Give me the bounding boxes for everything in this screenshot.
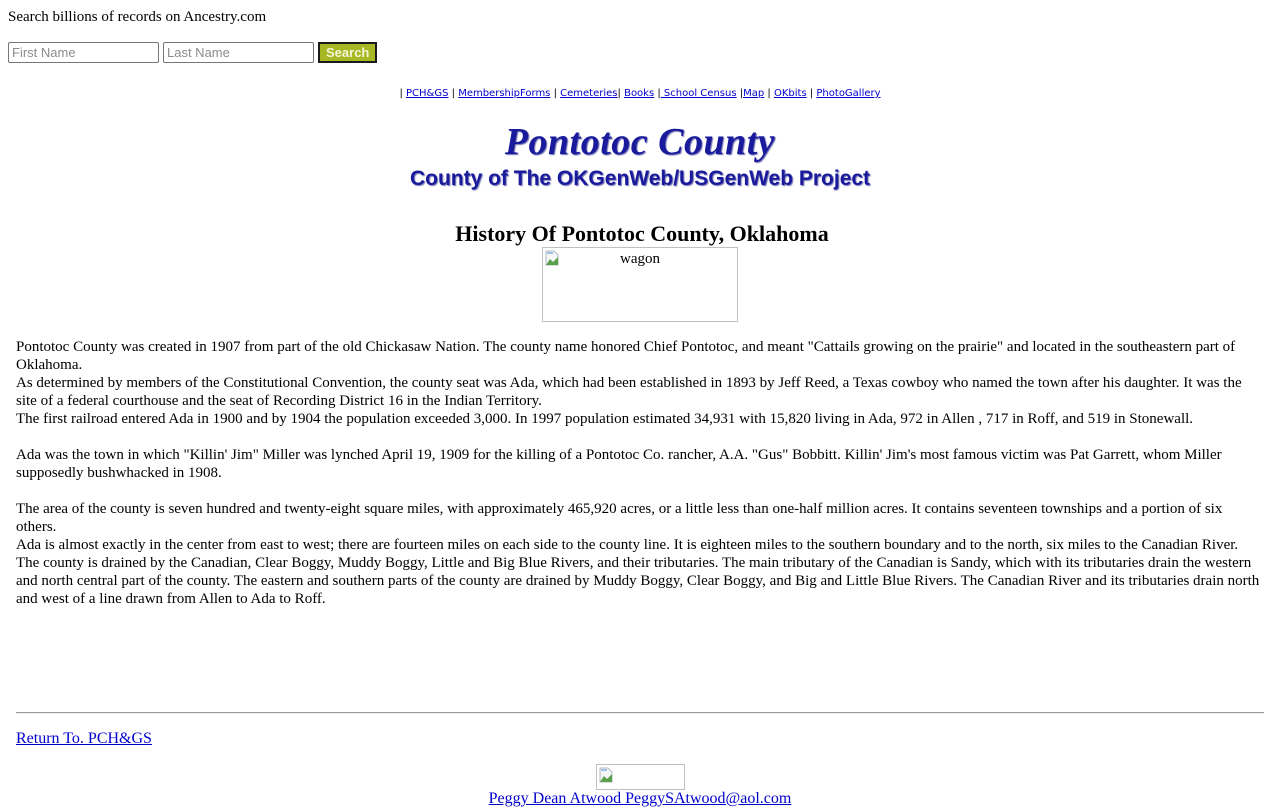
banner-title: Pontotoc County	[504, 121, 776, 163]
history-content	[16, 338, 1266, 608]
nav-link-school-census[interactable]: School Census	[660, 88, 737, 99]
paragraph-area: The area of the county is seven hundred and twenty-eight square miles, with approximately 465,920 acres, or a little less than one-half million acres. It contains seventeen townships and a portion of six others.	[16, 501, 1223, 535]
wagon-alt-text: wagon	[620, 251, 660, 267]
nav-link-pchgs[interactable]: PCH&GS	[406, 88, 449, 99]
banner-subtitle: County of The OKGenWeb/USGenWeb Project	[409, 167, 871, 190]
last-name-input[interactable]	[163, 42, 314, 63]
return-to-pchgs-link[interactable]: Return To. PCH&GS	[16, 730, 152, 747]
horizontal-divider	[16, 712, 1264, 714]
paragraph-ada-location: Ada is almost exactly in the center from east to west; there are fourteen miles on each side to the county line. It is eighteen miles to the southern boundary and to the north, six miles to the Canadian River.	[16, 537, 1239, 553]
wagon-image	[542, 247, 738, 322]
paragraph-county-seat: As determined by members of the Constitutional Convention, the county seat was Ada, which had been established in 1893 by Jeff Reed, a Texas cowboy who named the town after his daughter. It was the site of a federal courthouse and the seat of Recording District 16 in the Indian Territory.	[16, 375, 1242, 409]
nav-link-map[interactable]: Map	[743, 88, 765, 99]
broken-image-icon	[599, 767, 613, 783]
spacer	[16, 428, 1266, 446]
nav-separator: |	[451, 88, 455, 99]
nav-separator: |	[767, 88, 771, 99]
nav-link-membership-forms[interactable]: MembershipForms	[458, 88, 551, 99]
nav-separator: |	[553, 88, 557, 99]
top-nav	[0, 87, 1280, 100]
nav-link-books[interactable]: Books	[624, 88, 655, 99]
author-email-link[interactable]: Peggy Dean Atwood PeggySAtwood@aol.com	[488, 790, 792, 807]
nav-separator: |	[399, 88, 403, 99]
paragraph-rivers: The county is drained by the Canadian, Clear Boggy, Muddy Boggy, Little and Big Blue Rivers, and their tributaries. The main tributary of the Canadian is Sandy, which with its tributaries drain the western and north central part of the county. The eastern and southern parts of the county are drained by Muddy Boggy, Clear Boggy, and Big and Little Blue Rivers. The Canadian River and its tributaries drain north and west of a line drawn from Allen to Ada to Roff.	[16, 555, 1260, 607]
ancestry-promo-text: Search billions of records on Ancestry.com	[8, 9, 267, 25]
nav-separator: |	[657, 88, 661, 99]
nav-separator: |	[617, 88, 621, 99]
ancestry-search-section	[8, 8, 266, 26]
paragraph-creation: Pontotoc County was created in 1907 from part of the old Chickasaw Nation. The county name honored Chief Pontotoc, and meant "Cattails growing on the prairie" and located in the southeastern part of Oklahoma.	[16, 339, 1236, 373]
paragraph-railroad: The first railroad entered Ada in 1900 and by 1904 the population exceeded 3,000. In 1997 population estimated 34,931 with 15,820 living in Ada, 972 in Allen , 717 in Roff, and 519 in Stonewall.	[16, 411, 1194, 427]
nav-link-okbits[interactable]: OKbits	[773, 88, 807, 99]
search-button[interactable]: Search	[318, 42, 377, 63]
first-name-input[interactable]	[8, 42, 159, 63]
nav-separator: |	[809, 88, 814, 99]
paragraph-killin-jim: Ada was the town in which "Killin' Jim" Miller was lynched April 19, 1909 for the killing of a Pontotoc Co. rancher, A.A. "Gus" Bobbitt. Killin' Jim's most famous victim was Pat Garrett, whom Miller supposedly bushwhacked in 1908.	[16, 447, 1222, 481]
nav-link-cemeteries[interactable]: Cemeteries	[560, 88, 618, 99]
ancestry-search-form	[8, 42, 377, 63]
nav-link-photo-gallery[interactable]: PhotoGallery	[816, 88, 881, 99]
footer-image	[596, 764, 685, 790]
county-banner-image	[380, 120, 900, 192]
spacer	[16, 482, 1266, 500]
nav-separator: |	[739, 88, 744, 99]
page-title: History Of Pontotoc County, Oklahoma	[455, 221, 829, 246]
